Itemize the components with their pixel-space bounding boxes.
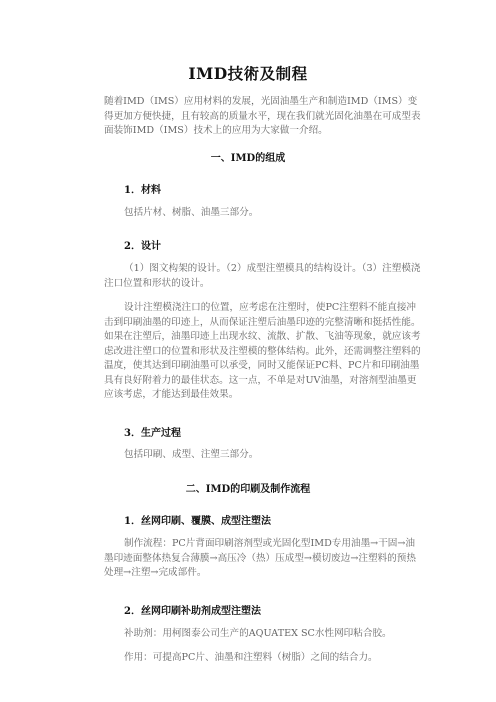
subheading-auxiliary: 2．丝网印刷补助剂成型注塑法 <box>124 606 261 617</box>
paragraph-auxiliary-agent: 补助剂：用柯图泰公司生产的AQUATEX SC水性网印粘合胶。 <box>124 628 392 639</box>
intro-paragraph: 随着IMD（IMS）应用材料的发展，光固油墨生产和制造IMD（IMS）变得更加方便快捷，且有较高的质量水平，现在我们就光固化油墨在可成型表面装饰IMD（IMS）技术上的应用为大家做一介绍。 <box>104 96 421 136</box>
paragraph-design-items: （1）图文构架的设计。（2）成型注塑模具的结构设计。（3）注塑模浇注口位置和形状的设计。 <box>104 263 421 289</box>
subheading-design: 2．设计 <box>124 241 161 252</box>
section-heading-process: 二、IMD的印刷及制作流程 <box>185 484 311 495</box>
paragraph-auxiliary-function: 作用：可提高PC片、油墨和注塑料（树脂）之间的结合力。 <box>124 652 378 663</box>
paragraph-design-detail: 设计注塑模浇注口的位置，应考虑在注塑时，使PC注塑料不能直接冲击到印刷油墨的印迹上，从而保证注塑后油墨印迹的完整清晰和挺括性能。如果在注塑后，油墨印迹上出现水纹、流散、扩散、飞油等现象，就应该考虑改进注塑口的位置和形状及注塑模的整体结构。此外，还需调整注塑料的温度，使其达到印刷油墨可以承受，同时又能保证PC料、PC片和印刷油墨具有良好附着力的最佳状态。这一点，不单是对UV油墨，对溶剂型油墨更应该考虑，才能达到最佳效果。 <box>104 302 421 400</box>
paragraph-materials: 包括片材、树脂、油墨三部分。 <box>124 207 259 218</box>
document-title: IMD技術及制程 <box>188 64 308 83</box>
paragraph-production: 包括印刷、成型、注塑三部分。 <box>124 449 259 460</box>
section-heading-composition: 一、IMD的组成 <box>210 153 286 164</box>
subheading-screen-printing: 1．丝网印刷、覆膜、成型注塑法 <box>124 516 271 527</box>
subheading-production: 3．生产过程 <box>124 428 181 439</box>
subheading-materials: 1．材料 <box>124 185 161 196</box>
paragraph-screen-printing-flow: 制作流程：PC片背面印刷溶剂型或光固化型IMD专用油墨→干固→油墨印迹面整体热复合薄膜→高压冷（热）压成型→模切废边→注塑料的预热处理→注塑→完成部件。 <box>104 538 416 578</box>
